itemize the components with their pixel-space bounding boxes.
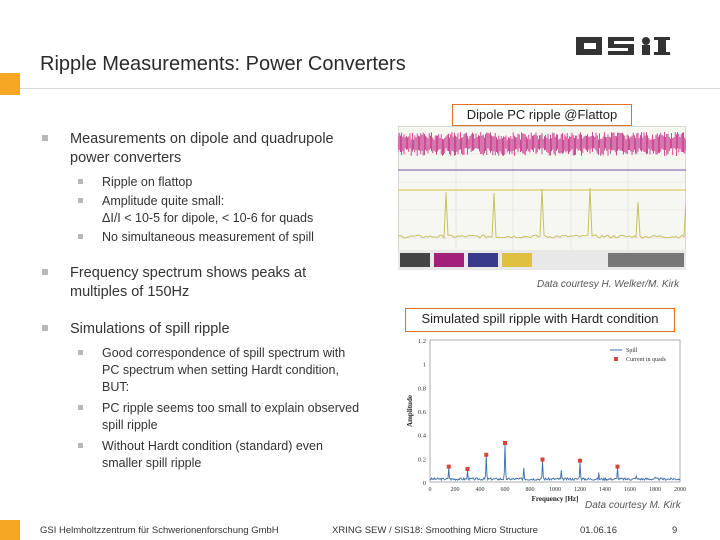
- x-axis-label: Frequency [Hz]: [531, 495, 579, 503]
- sub-bullet-text: Ripple on flattop: [102, 175, 193, 189]
- y-tick-label: 0.4: [417, 432, 426, 440]
- quads-marker: [503, 441, 507, 445]
- sub-bullet: [40, 345, 360, 396]
- x-tick-label: 1800: [649, 487, 661, 493]
- figure1-caption: Dipole PC ripple @Flattop: [452, 104, 632, 126]
- quads-marker: [578, 459, 582, 463]
- sub-bullet-marker: [78, 405, 83, 410]
- x-tick-label: 1000: [549, 487, 561, 493]
- bullet-1: [40, 130, 360, 168]
- sub-bullet-text: Without Hardt condition (standard) even smaller spill ripple: [102, 439, 323, 470]
- sub-bullet-text: Good correspondence of spill spectrum with PC spectrum when setting Hardt condition, BUT:: [102, 346, 346, 394]
- legend-quads-swatch: [614, 357, 618, 361]
- gsi-logo: [574, 35, 684, 57]
- accent-bar: [0, 73, 20, 95]
- x-tick-label: 1400: [599, 487, 611, 493]
- bullet-marker: [42, 325, 48, 331]
- sub-bullet: [40, 229, 360, 246]
- sub-bullet-marker: [78, 198, 83, 203]
- slide-title: Ripple Measurements: Power Converters: [40, 53, 406, 75]
- sub-bullet-marker: [78, 350, 83, 355]
- scope-status-block: [468, 253, 498, 267]
- footer-event: XRING SEW / SIS18: Smoothing Micro Structure: [332, 525, 538, 536]
- footer-org: GSI Helmholtzzentrum für Schwerionenforschung GmbH: [40, 525, 279, 536]
- bullet-marker: [42, 135, 48, 141]
- quads-marker: [616, 465, 620, 469]
- sub-bullet-marker: [78, 234, 83, 239]
- quads-marker: [466, 467, 470, 471]
- scope-status-block: [400, 253, 430, 267]
- sub-bullet-text: ΔI/I < 10-5 for dipole, < 10-6 for quads: [102, 211, 314, 225]
- footer-date: 01.06.16: [580, 525, 617, 536]
- figure2-credit: Data courtesy M. Kirk: [585, 500, 681, 511]
- spill-spectrum-chart: [400, 332, 690, 510]
- sub-bullet-continuation: [40, 210, 360, 227]
- scope-status-block: [608, 253, 684, 267]
- quads-marker: [447, 465, 451, 469]
- scope-screenshot: [398, 126, 686, 270]
- sub-bullet-text: Amplitude quite small:: [102, 194, 225, 208]
- legend-spill-label: Spill: [626, 348, 638, 354]
- figure1-credit: Data courtesy H. Welker/M. Kirk: [537, 279, 680, 290]
- x-tick-label: 0: [428, 487, 432, 493]
- x-tick-label: 1600: [624, 487, 636, 493]
- bullet-2: [40, 264, 360, 302]
- bullet-marker: [42, 269, 48, 275]
- sub-bullet: [40, 438, 360, 472]
- y-tick-label: 0: [422, 480, 426, 487]
- figure2-caption: Simulated spill ripple with Hardt condition: [405, 308, 675, 332]
- x-tick-label: 800: [525, 487, 535, 493]
- sub-bullet: [40, 400, 360, 434]
- sub-bullet: [40, 193, 360, 210]
- y-axis-label: Amplitude: [406, 395, 414, 427]
- bullet-3: [40, 320, 360, 339]
- y-tick-label: 0.2: [417, 456, 426, 464]
- legend-quads-label: Current in quads: [626, 357, 666, 363]
- title-divider: [20, 88, 720, 89]
- sub-bullet-text: No simultaneous measurement of spill: [102, 230, 314, 244]
- sub-bullet-marker: [78, 179, 83, 184]
- y-tick-label: 1: [422, 361, 426, 369]
- sub-bullet-marker: [78, 443, 83, 448]
- footer-page: 9: [672, 525, 678, 536]
- bullet-1-text: Measurements on dipole and quadrupole power converters: [70, 131, 334, 166]
- footer-accent-bar: [0, 520, 20, 540]
- scope-status-block: [502, 253, 532, 267]
- x-tick-label: 2000: [674, 487, 686, 493]
- scope-status-block: [434, 253, 464, 267]
- sub-bullet-text: PC ripple seems too small to explain observed spill ripple: [102, 401, 360, 432]
- sub-bullet: [40, 174, 360, 191]
- y-tick-label: 0.8: [417, 385, 426, 393]
- y-tick-label: 0.6: [417, 409, 426, 416]
- x-tick-label: 1200: [574, 487, 586, 493]
- x-tick-label: 600: [500, 487, 510, 493]
- bullet-list: [40, 128, 360, 472]
- quads-marker: [541, 458, 545, 462]
- y-tick-label: 1.2: [417, 338, 426, 345]
- x-tick-label: 400: [475, 487, 485, 493]
- x-tick-label: 200: [450, 487, 460, 493]
- bullet-2-text: Frequency spectrum shows peaks at multiples of 150Hz: [70, 265, 307, 300]
- bullet-3-text: Simulations of spill ripple: [70, 321, 230, 337]
- quads-marker: [484, 453, 488, 457]
